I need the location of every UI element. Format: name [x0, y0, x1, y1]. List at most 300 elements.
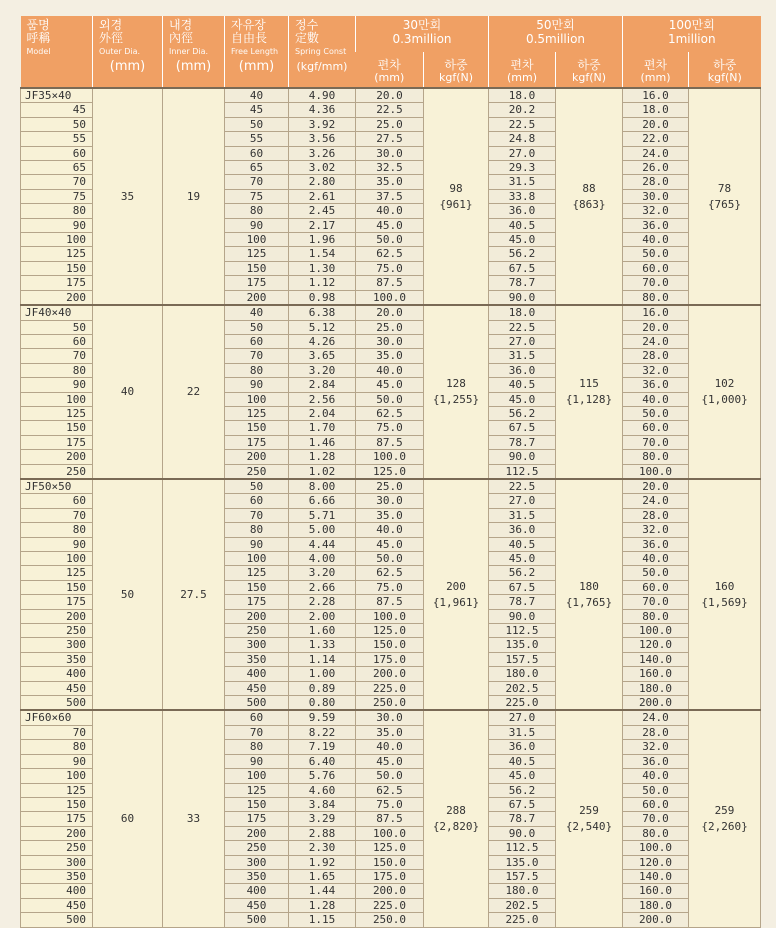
model-length-cell: 125 — [21, 247, 93, 261]
deviation-0-cell: 45.0 — [356, 537, 424, 551]
model-length-cell: 90 — [21, 218, 93, 232]
model-length-cell: 50 — [21, 320, 93, 334]
deviation-0-cell: 100.0 — [356, 290, 424, 305]
deviation-1-cell: 33.8 — [489, 189, 556, 203]
load-2-cell: 160 {1,569} — [689, 479, 761, 711]
free-length-cell: 150 — [225, 797, 289, 811]
deviation-0-cell: 175.0 — [356, 652, 424, 666]
deviation-2-cell: 60.0 — [623, 261, 689, 275]
free-length-cell: 60 — [225, 710, 289, 725]
deviation-1-cell: 27.0 — [489, 334, 556, 348]
header-sc-cn: 定數 — [295, 31, 320, 45]
model-length-cell: 80 — [21, 523, 93, 537]
outer-dia-cell: 50 — [93, 479, 163, 711]
header-dev-2-ko: 편차 — [643, 58, 668, 72]
deviation-0-cell: 27.5 — [356, 132, 424, 146]
deviation-1-cell: 56.2 — [489, 406, 556, 420]
spring-const-cell: 4.00 — [289, 552, 356, 566]
spring-const-cell: 2.61 — [289, 189, 356, 203]
deviation-1-cell: 36.0 — [489, 204, 556, 218]
model-length-cell: 80 — [21, 204, 93, 218]
deviation-2-cell: 20.0 — [623, 479, 689, 494]
load-0-cell: 98 {961} — [424, 88, 489, 305]
deviation-2-cell: 16.0 — [623, 305, 689, 320]
header-fl-unit: (mm) — [238, 59, 275, 74]
deviation-0-cell: 50.0 — [356, 552, 424, 566]
header-load-1 — [556, 52, 623, 88]
header-load-1-ko: 하중 — [577, 58, 601, 72]
model-length-cell: 100 — [21, 392, 93, 406]
deviation-0-cell: 30.0 — [356, 334, 424, 348]
deviation-2-cell: 28.0 — [623, 175, 689, 189]
deviation-2-cell: 22.0 — [623, 132, 689, 146]
deviation-2-cell: 200.0 — [623, 913, 689, 927]
load-2-cell: 259 {2,260} — [689, 710, 761, 927]
model-length-cell: 500 — [21, 696, 93, 711]
deviation-0-cell: 250.0 — [356, 696, 424, 711]
spring-const-cell: 1.54 — [289, 247, 356, 261]
deviation-1-cell: 24.8 — [489, 132, 556, 146]
model-length-cell: 175 — [21, 276, 93, 290]
deviation-2-cell: 20.0 — [623, 117, 689, 131]
spring-const-cell: 1.28 — [289, 898, 356, 912]
header-od-ko: 외경 — [99, 18, 123, 32]
model-length-cell: 350 — [21, 869, 93, 883]
spring-const-cell: 3.20 — [289, 363, 356, 377]
header-od-en: Outer Dia. — [99, 47, 141, 56]
deviation-0-cell: 200.0 — [356, 884, 424, 898]
header-load-2 — [689, 52, 761, 88]
deviation-2-cell: 100.0 — [623, 624, 689, 638]
deviation-1-cell: 22.5 — [489, 479, 556, 494]
deviation-0-cell: 30.0 — [356, 146, 424, 160]
model-length-cell: 60 — [21, 146, 93, 160]
header-id-ko: 내경 — [169, 18, 193, 32]
header-fl-cn: 自由長 — [231, 31, 268, 45]
deviation-0-cell: 30.0 — [356, 494, 424, 508]
free-length-cell: 500 — [225, 913, 289, 927]
model-length-cell: 300 — [21, 855, 93, 869]
free-length-cell: 125 — [225, 406, 289, 420]
header-fl-en: Free Length — [231, 47, 279, 56]
free-length-cell: 400 — [225, 667, 289, 681]
deviation-2-cell: 20.0 — [623, 320, 689, 334]
spring-const-cell: 1.44 — [289, 884, 356, 898]
free-length-cell: 70 — [225, 725, 289, 739]
deviation-0-cell: 62.5 — [356, 406, 424, 420]
deviation-0-cell: 32.5 — [356, 161, 424, 175]
load-1-cell: 180 {1,765} — [556, 479, 623, 711]
model-length-cell: 175 — [21, 435, 93, 449]
model-length-cell: 100 — [21, 233, 93, 247]
deviation-1-cell: 40.5 — [489, 754, 556, 768]
header-load-0-ko: 하중 — [444, 58, 468, 72]
deviation-2-cell: 50.0 — [623, 247, 689, 261]
deviation-2-cell: 70.0 — [623, 812, 689, 826]
model-length-cell: 70 — [21, 508, 93, 522]
spring-const-cell: 2.45 — [289, 204, 356, 218]
deviation-1-cell: 67.5 — [489, 797, 556, 811]
deviation-2-cell: 36.0 — [623, 378, 689, 392]
free-length-cell: 70 — [225, 349, 289, 363]
deviation-1-cell: 67.5 — [489, 580, 556, 594]
spring-const-cell: 1.46 — [289, 435, 356, 449]
table-row — [21, 305, 761, 320]
outer-dia-cell: 60 — [93, 710, 163, 927]
deviation-1-cell: 90.0 — [489, 450, 556, 464]
model-length-cell: 55 — [21, 132, 93, 146]
model-length-cell: 150 — [21, 580, 93, 594]
spring-const-cell: 1.70 — [289, 421, 356, 435]
header-load-0 — [424, 52, 489, 88]
deviation-0-cell: 35.0 — [356, 349, 424, 363]
model-length-cell: 70 — [21, 175, 93, 189]
header-id-cn: 內徑 — [169, 31, 194, 45]
model-length-cell: 80 — [21, 740, 93, 754]
deviation-2-cell: 80.0 — [623, 609, 689, 623]
deviation-1-cell: 112.5 — [489, 624, 556, 638]
free-length-cell: 45 — [225, 103, 289, 117]
outer-dia-cell: 40 — [93, 305, 163, 479]
load-0-cell: 288 {2,820} — [424, 710, 489, 927]
deviation-2-cell: 80.0 — [623, 450, 689, 464]
free-length-cell: 100 — [225, 392, 289, 406]
free-length-cell: 125 — [225, 566, 289, 580]
model-length-cell: 500 — [21, 913, 93, 927]
deviation-2-cell: 200.0 — [623, 696, 689, 711]
deviation-1-cell: 45.0 — [489, 392, 556, 406]
deviation-0-cell: 62.5 — [356, 247, 424, 261]
inner-dia-cell: 22 — [163, 305, 225, 479]
deviation-1-cell: 78.7 — [489, 435, 556, 449]
header-life-2 — [623, 16, 761, 52]
deviation-0-cell: 40.0 — [356, 204, 424, 218]
deviation-2-cell: 28.0 — [623, 508, 689, 522]
spring-const-cell: 1.30 — [289, 261, 356, 275]
spring-const-cell: 8.22 — [289, 725, 356, 739]
deviation-2-cell: 50.0 — [623, 406, 689, 420]
model-length-cell: 70 — [21, 349, 93, 363]
free-length-cell: 250 — [225, 841, 289, 855]
model-length-cell: 200 — [21, 450, 93, 464]
deviation-2-cell: 26.0 — [623, 161, 689, 175]
model-length-cell: 200 — [21, 290, 93, 305]
header-spring-const — [289, 16, 356, 88]
deviation-1-cell: 27.0 — [489, 146, 556, 160]
spring-const-cell: 3.02 — [289, 161, 356, 175]
model-length-cell: 75 — [21, 189, 93, 203]
free-length-cell: 100 — [225, 769, 289, 783]
table-body — [21, 88, 761, 927]
load-0-cell: 128 {1,255} — [424, 305, 489, 479]
free-length-cell: 175 — [225, 435, 289, 449]
free-length-cell: 65 — [225, 161, 289, 175]
deviation-1-cell: 56.2 — [489, 783, 556, 797]
spring-const-cell: 1.33 — [289, 638, 356, 652]
spring-const-cell: 4.90 — [289, 88, 356, 103]
deviation-1-cell: 67.5 — [489, 421, 556, 435]
spring-const-cell: 1.02 — [289, 464, 356, 479]
deviation-2-cell: 32.0 — [623, 363, 689, 377]
spring-const-cell: 8.00 — [289, 479, 356, 494]
free-length-cell: 80 — [225, 363, 289, 377]
deviation-2-cell: 70.0 — [623, 595, 689, 609]
spring-const-cell: 2.80 — [289, 175, 356, 189]
spring-const-cell: 2.00 — [289, 609, 356, 623]
deviation-0-cell: 87.5 — [356, 276, 424, 290]
model-length-cell: 60 — [21, 334, 93, 348]
spring-const-cell: 3.20 — [289, 566, 356, 580]
deviation-1-cell: 40.5 — [489, 378, 556, 392]
spec-table-container — [20, 16, 760, 928]
spring-const-cell: 6.38 — [289, 305, 356, 320]
header-life-0 — [356, 16, 489, 52]
spring-const-cell: 5.00 — [289, 523, 356, 537]
deviation-0-cell: 62.5 — [356, 566, 424, 580]
table-row — [21, 710, 761, 725]
free-length-cell: 200 — [225, 609, 289, 623]
deviation-0-cell: 35.0 — [356, 725, 424, 739]
free-length-cell: 50 — [225, 117, 289, 131]
header-life-1-en: 0.5million — [525, 32, 586, 46]
free-length-cell: 70 — [225, 508, 289, 522]
free-length-cell: 200 — [225, 826, 289, 840]
spring-const-cell: 1.92 — [289, 855, 356, 869]
free-length-cell: 80 — [225, 523, 289, 537]
deviation-2-cell: 36.0 — [623, 754, 689, 768]
header-inner-dia — [163, 16, 225, 88]
free-length-cell: 40 — [225, 305, 289, 320]
deviation-1-cell: 90.0 — [489, 609, 556, 623]
model-length-cell: 200 — [21, 826, 93, 840]
free-length-cell: 175 — [225, 276, 289, 290]
header-sc-en: Spring Const — [295, 47, 347, 56]
header-sc-ko: 정수 — [295, 18, 319, 32]
free-length-cell: 60 — [225, 494, 289, 508]
deviation-0-cell: 225.0 — [356, 681, 424, 695]
free-length-cell: 150 — [225, 421, 289, 435]
free-length-cell: 60 — [225, 146, 289, 160]
free-length-cell: 125 — [225, 247, 289, 261]
header-dev-0 — [356, 52, 424, 88]
deviation-1-cell: 31.5 — [489, 508, 556, 522]
header-model-ko: 품명 — [26, 18, 50, 32]
load-1-cell: 88 {863} — [556, 88, 623, 305]
spring-const-cell: 3.26 — [289, 146, 356, 160]
deviation-1-cell: 40.5 — [489, 537, 556, 551]
free-length-cell: 400 — [225, 884, 289, 898]
deviation-0-cell: 100.0 — [356, 826, 424, 840]
header-life-1 — [489, 16, 623, 52]
free-length-cell: 200 — [225, 290, 289, 305]
deviation-2-cell: 100.0 — [623, 841, 689, 855]
deviation-1-cell: 135.0 — [489, 638, 556, 652]
deviation-2-cell: 60.0 — [623, 421, 689, 435]
deviation-0-cell: 100.0 — [356, 450, 424, 464]
deviation-1-cell: 29.3 — [489, 161, 556, 175]
spring-const-cell: 6.66 — [289, 494, 356, 508]
header-load-2-ko: 하중 — [713, 58, 737, 72]
spring-const-cell: 2.84 — [289, 378, 356, 392]
spring-const-cell: 2.30 — [289, 841, 356, 855]
header-fl-ko: 자유장 — [231, 18, 266, 32]
spring-const-cell: 2.17 — [289, 218, 356, 232]
model-length-cell: 45 — [21, 103, 93, 117]
model-length-cell: 250 — [21, 624, 93, 638]
spring-const-cell: 0.80 — [289, 696, 356, 711]
deviation-0-cell: 25.0 — [356, 320, 424, 334]
free-length-cell: 175 — [225, 812, 289, 826]
free-length-cell: 100 — [225, 233, 289, 247]
deviation-2-cell: 36.0 — [623, 218, 689, 232]
load-2-cell: 102 {1,000} — [689, 305, 761, 479]
deviation-2-cell: 24.0 — [623, 334, 689, 348]
load-1-cell: 259 {2,540} — [556, 710, 623, 927]
spring-const-cell: 2.88 — [289, 826, 356, 840]
deviation-0-cell: 87.5 — [356, 812, 424, 826]
deviation-0-cell: 30.0 — [356, 710, 424, 725]
deviation-1-cell: 78.7 — [489, 812, 556, 826]
deviation-2-cell: 18.0 — [623, 103, 689, 117]
spring-const-cell: 4.44 — [289, 537, 356, 551]
deviation-0-cell: 225.0 — [356, 898, 424, 912]
deviation-1-cell: 112.5 — [489, 841, 556, 855]
deviation-1-cell: 31.5 — [489, 725, 556, 739]
deviation-1-cell: 202.5 — [489, 898, 556, 912]
free-length-cell: 70 — [225, 175, 289, 189]
deviation-2-cell: 40.0 — [623, 552, 689, 566]
deviation-2-cell: 24.0 — [623, 494, 689, 508]
model-cell: JF50×50 — [21, 479, 93, 494]
deviation-1-cell: 90.0 — [489, 290, 556, 305]
deviation-2-cell: 80.0 — [623, 290, 689, 305]
header-dev-0-unit: (mm) — [374, 71, 405, 84]
header-dev-1-ko: 편차 — [510, 58, 534, 72]
spring-const-cell: 2.28 — [289, 595, 356, 609]
model-length-cell: 65 — [21, 161, 93, 175]
deviation-2-cell: 36.0 — [623, 537, 689, 551]
model-length-cell: 175 — [21, 595, 93, 609]
spring-const-cell: 3.29 — [289, 812, 356, 826]
model-cell: JF35×40 — [21, 88, 93, 103]
deviation-1-cell: 67.5 — [489, 261, 556, 275]
model-length-cell: 50 — [21, 117, 93, 131]
model-length-cell: 80 — [21, 363, 93, 377]
deviation-1-cell: 157.5 — [489, 869, 556, 883]
deviation-0-cell: 20.0 — [356, 305, 424, 320]
deviation-0-cell: 125.0 — [356, 841, 424, 855]
header-life-1-ko: 50만회 — [536, 18, 575, 32]
deviation-1-cell: 56.2 — [489, 566, 556, 580]
deviation-2-cell: 160.0 — [623, 884, 689, 898]
header-dev-0-ko: 편차 — [377, 58, 401, 72]
deviation-2-cell: 120.0 — [623, 855, 689, 869]
deviation-1-cell: 31.5 — [489, 175, 556, 189]
load-1-cell: 115 {1,128} — [556, 305, 623, 479]
deviation-0-cell: 50.0 — [356, 392, 424, 406]
deviation-0-cell: 40.0 — [356, 363, 424, 377]
header-load-2-unit: kgf(N) — [707, 71, 742, 84]
deviation-0-cell: 100.0 — [356, 609, 424, 623]
outer-dia-cell: 35 — [93, 88, 163, 305]
deviation-1-cell: 202.5 — [489, 681, 556, 695]
spring-const-cell: 1.60 — [289, 624, 356, 638]
spring-const-cell: 4.26 — [289, 334, 356, 348]
deviation-2-cell: 60.0 — [623, 580, 689, 594]
deviation-1-cell: 36.0 — [489, 740, 556, 754]
deviation-0-cell: 200.0 — [356, 667, 424, 681]
header-model — [21, 16, 93, 88]
spring-const-cell: 6.40 — [289, 754, 356, 768]
deviation-0-cell: 22.5 — [356, 103, 424, 117]
model-length-cell: 450 — [21, 898, 93, 912]
model-length-cell: 200 — [21, 609, 93, 623]
free-length-cell: 300 — [225, 638, 289, 652]
header-load-1-unit: kgf(N) — [571, 71, 607, 84]
deviation-2-cell: 50.0 — [623, 566, 689, 580]
model-length-cell: 400 — [21, 884, 93, 898]
deviation-2-cell: 160.0 — [623, 667, 689, 681]
deviation-1-cell: 18.0 — [489, 305, 556, 320]
deviation-2-cell: 100.0 — [623, 464, 689, 479]
header-model-en: Model — [26, 47, 51, 56]
free-length-cell: 350 — [225, 869, 289, 883]
deviation-2-cell: 140.0 — [623, 652, 689, 666]
spring-const-cell: 4.36 — [289, 103, 356, 117]
deviation-1-cell: 22.5 — [489, 117, 556, 131]
deviation-2-cell: 16.0 — [623, 88, 689, 103]
header-life-0-en: 0.3million — [392, 32, 452, 46]
deviation-2-cell: 140.0 — [623, 869, 689, 883]
deviation-0-cell: 35.0 — [356, 508, 424, 522]
spring-const-cell: 1.15 — [289, 913, 356, 927]
header-id-unit: (mm) — [175, 59, 212, 74]
model-length-cell: 150 — [21, 797, 93, 811]
model-length-cell: 90 — [21, 754, 93, 768]
deviation-1-cell: 20.2 — [489, 103, 556, 117]
table-row — [21, 88, 761, 103]
free-length-cell: 90 — [225, 378, 289, 392]
free-length-cell: 250 — [225, 624, 289, 638]
deviation-0-cell: 125.0 — [356, 624, 424, 638]
deviation-1-cell: 31.5 — [489, 349, 556, 363]
header-load-0-unit: kgf(N) — [438, 71, 474, 84]
deviation-1-cell: 135.0 — [489, 855, 556, 869]
deviation-1-cell: 18.0 — [489, 88, 556, 103]
spring-const-cell: 3.92 — [289, 117, 356, 131]
deviation-1-cell: 45.0 — [489, 769, 556, 783]
spring-const-cell: 5.71 — [289, 508, 356, 522]
deviation-2-cell: 28.0 — [623, 725, 689, 739]
deviation-1-cell: 78.7 — [489, 595, 556, 609]
model-length-cell: 60 — [21, 494, 93, 508]
deviation-0-cell: 35.0 — [356, 175, 424, 189]
free-length-cell: 80 — [225, 204, 289, 218]
deviation-2-cell: 40.0 — [623, 392, 689, 406]
deviation-0-cell: 125.0 — [356, 464, 424, 479]
deviation-1-cell: 112.5 — [489, 464, 556, 479]
header-free-length — [225, 16, 289, 88]
free-length-cell: 100 — [225, 552, 289, 566]
free-length-cell: 500 — [225, 696, 289, 711]
model-length-cell: 125 — [21, 783, 93, 797]
model-length-cell: 150 — [21, 261, 93, 275]
header-od-cn: 外徑 — [99, 31, 124, 45]
deviation-1-cell: 157.5 — [489, 652, 556, 666]
spring-const-cell: 1.96 — [289, 233, 356, 247]
deviation-0-cell: 25.0 — [356, 117, 424, 131]
spring-const-cell: 9.59 — [289, 710, 356, 725]
